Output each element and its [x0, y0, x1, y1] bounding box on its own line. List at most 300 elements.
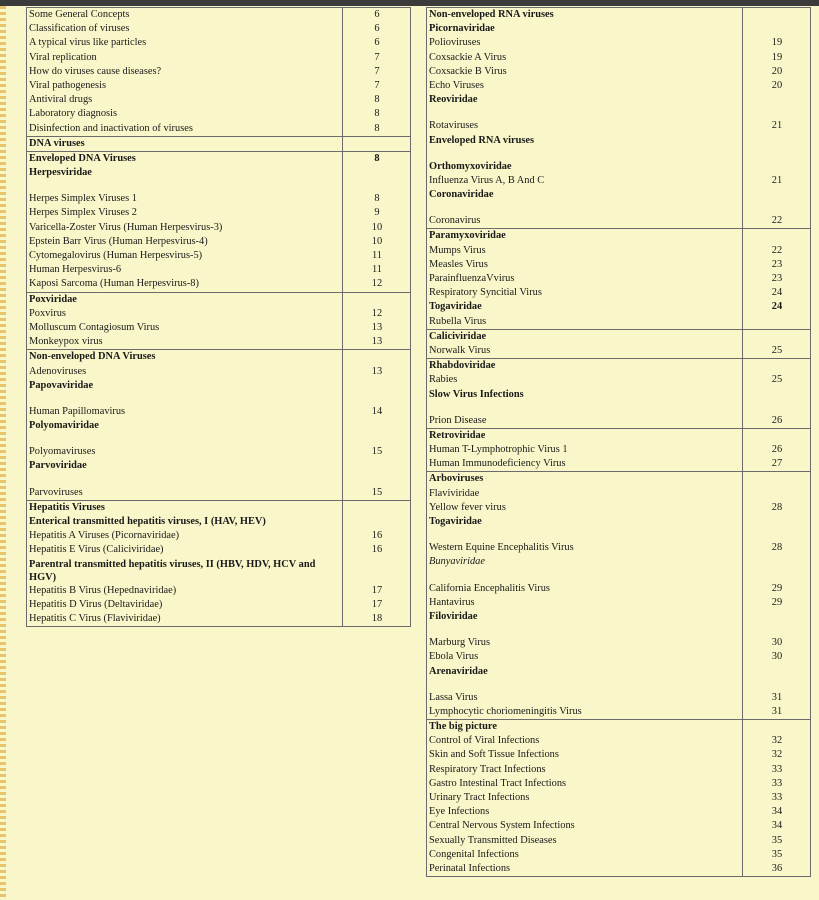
- toc-entry-title: Central Nervous System Infections: [429, 820, 575, 832]
- toc-entry-page: 23: [771, 273, 783, 284]
- toc-entry-title: Herpes Simplex Viruses 1: [29, 193, 137, 205]
- toc-entry-page: 15: [371, 486, 383, 498]
- toc-entry-page: 26: [771, 414, 783, 426]
- row-spacer: [427, 107, 810, 119]
- toc-entry-title: Arenaviridae: [429, 665, 488, 677]
- toc-row: [27, 65, 410, 79]
- toc-entry-page: 25: [771, 344, 783, 356]
- toc-entry-page: [344, 419, 410, 433]
- toc-section: [426, 428, 811, 473]
- toc-row: [427, 229, 810, 243]
- toc-row: [27, 206, 410, 220]
- toc-row: [427, 541, 810, 555]
- toc-section: [426, 7, 811, 229]
- toc-entry-page: 16: [371, 530, 383, 542]
- toc-entry-page: 13: [371, 336, 383, 348]
- toc-row: [427, 848, 810, 862]
- toc-row: [427, 805, 810, 819]
- toc-entry-title: Coxsackie A Virus: [429, 51, 507, 63]
- toc-row: [427, 300, 810, 314]
- toc-row: [427, 244, 810, 258]
- toc-row: [427, 596, 810, 610]
- toc-entry-title: Varicella-Zoster Virus (Human Herpesvirus-3): [29, 221, 223, 233]
- toc-row: [27, 249, 410, 263]
- row-spacer: [427, 679, 810, 691]
- toc-entry-title: ParainfluenzaVvirus: [429, 273, 515, 284]
- toc-entry-page: 35: [771, 848, 783, 860]
- toc-entry-title: Caliciviridae: [429, 330, 487, 342]
- row-spacer: [427, 148, 810, 160]
- toc-entry-page: [344, 293, 410, 307]
- toc-row: [427, 36, 810, 50]
- toc-entry-page: 31: [771, 691, 783, 703]
- toc-entry-title: Reoviridae: [429, 94, 478, 106]
- toc-row: [427, 65, 810, 79]
- toc-row: [427, 443, 810, 457]
- toc-entry-title: Monkeypox virus: [29, 336, 103, 348]
- toc-entry-title: Polioviruses: [429, 37, 481, 49]
- toc-row: [427, 763, 810, 777]
- toc-row: [427, 501, 810, 515]
- toc-section: [26, 151, 411, 293]
- toc-entry-title: Rhabdoviridae: [429, 360, 496, 372]
- toc-entry-page: 13: [371, 321, 383, 333]
- toc-entry-page: [344, 459, 410, 473]
- toc-row: [27, 36, 410, 50]
- toc-entry-page: [744, 429, 810, 443]
- toc-row: [27, 122, 410, 136]
- toc-entry-page: 10: [371, 235, 383, 247]
- toc-entry-title: Non-enveloped RNA viruses: [429, 9, 554, 20]
- toc-entry-page: 30: [771, 637, 783, 649]
- row-spacer: [427, 529, 810, 541]
- toc-entry-page: [744, 610, 810, 624]
- toc-entry-title: Hepatitis B Virus (Hepednaviridae): [29, 584, 177, 596]
- toc-row: [27, 612, 410, 626]
- toc-entry-title: Perinatal Infections: [429, 862, 511, 874]
- toc-entry-title: Parentral transmitted hepatitis viruses, II (HBV, HDV, HCV and HGV): [29, 558, 316, 583]
- toc-row: [427, 636, 810, 650]
- toc-entry-page: 28: [771, 542, 783, 554]
- toc-entry-page: [744, 134, 810, 148]
- toc-entry-title: Hantavirus: [429, 596, 475, 608]
- toc-entry-title: Hepatitis A Viruses (Picornaviridae): [29, 530, 180, 542]
- toc-row: [27, 584, 410, 598]
- toc-entry-title: Retroviridae: [429, 429, 486, 441]
- toc-entry-page: 19: [771, 51, 783, 63]
- toc-entry-page: [744, 22, 810, 36]
- toc-row: [27, 598, 410, 612]
- toc-entry-title: Hepatitis Viruses: [29, 501, 105, 513]
- toc-entry-title: Rotaviruses: [429, 120, 479, 132]
- toc-entry-title: Human Herpesvirus-6: [29, 264, 122, 276]
- row-spacer: [27, 474, 410, 486]
- toc-entry-page: [344, 501, 410, 515]
- toc-entry-page: 33: [771, 763, 783, 775]
- toc-entry-title: Herpesviridae: [29, 167, 92, 179]
- toc-row: [427, 665, 810, 679]
- toc-row: [427, 734, 810, 748]
- toc-entry-title: Disinfection and inactivation of viruses: [29, 122, 193, 134]
- toc-row: [27, 459, 410, 473]
- toc-row: [427, 93, 810, 107]
- toc-row: [427, 650, 810, 664]
- toc-section: [26, 136, 411, 152]
- toc-entry-title: Ebola Virus: [429, 651, 479, 663]
- toc-entry-title: Echo Viruses: [429, 79, 484, 91]
- toc-row: [427, 373, 810, 387]
- toc-row: [27, 419, 410, 433]
- toc-entry-title: Arboviruses: [429, 473, 484, 485]
- toc-row: [427, 160, 810, 174]
- toc-entry-title: Non-enveloped DNA Viruses: [29, 351, 156, 363]
- toc-entry-title: Lymphocytic choriomeningitis Virus: [429, 705, 582, 717]
- toc-entry-page: [744, 388, 810, 402]
- toc-entry-title: Respiratory Tract Infections: [429, 763, 546, 775]
- toc-entry-title: Influenza Virus A, B And C: [429, 174, 545, 186]
- toc-entry-title: Cytomegalovirus (Human Herpesvirus-5): [29, 250, 203, 261]
- toc-entry-page: 12: [371, 307, 383, 319]
- toc-entry-title: Rabies: [429, 374, 458, 386]
- toc-entry-page: [744, 229, 810, 243]
- toc-entry-title: Herpes Simplex Viruses 2: [29, 207, 137, 219]
- toc-entry-title: Sexually Transmitted Diseases: [429, 834, 557, 846]
- toc-entry-title: Rubella Virus: [429, 315, 487, 327]
- toc-entry-page: 8: [374, 152, 380, 164]
- toc-entry-page: 18: [371, 612, 383, 624]
- toc-entry-page: 12: [371, 278, 383, 290]
- toc-row: [27, 192, 410, 206]
- toc-entry-page: 20: [771, 65, 783, 77]
- toc-entry-title: How do viruses cause diseases?: [29, 65, 162, 77]
- toc-entry-page: 7: [374, 51, 380, 63]
- toc-entry-title: Congenital Infections: [429, 848, 519, 860]
- toc-entry-page: 32: [771, 749, 783, 761]
- toc-section: [26, 500, 411, 627]
- toc-row: [27, 486, 410, 500]
- toc-entry-title: Polyomaviruses: [29, 446, 96, 458]
- toc-entry-page: 8: [374, 94, 380, 106]
- toc-entry-title: Hepatitis E Virus (Caliciviridae): [29, 544, 164, 556]
- page-left-edge: [0, 6, 6, 900]
- toc-entry-title: Filoviridae: [429, 610, 478, 622]
- toc-row: [427, 330, 810, 344]
- toc-row: [27, 277, 410, 291]
- toc-row: [427, 777, 810, 791]
- toc-entry-page: 19: [771, 37, 783, 49]
- toc-entry-page: 22: [771, 215, 783, 227]
- toc-row: [427, 315, 810, 329]
- row-spacer: [427, 624, 810, 636]
- toc-row: [27, 263, 410, 277]
- toc-row: [27, 501, 410, 515]
- toc-row: [427, 862, 810, 876]
- toc-row: [27, 321, 410, 335]
- toc-row: [427, 705, 810, 719]
- toc-entry-title: Some General Concepts: [29, 9, 130, 20]
- toc-entry-title: Orthomyxoviridae: [429, 160, 512, 172]
- toc-entry-page: 15: [371, 446, 383, 458]
- toc-right-column: [426, 8, 811, 877]
- toc-entry-title: Slow Virus Infections: [429, 388, 524, 400]
- toc-row: [427, 188, 810, 202]
- toc-entry-page: 21: [771, 174, 783, 186]
- toc-row: [427, 429, 810, 443]
- toc-entry-title: California Encephalitis Virus: [429, 582, 550, 594]
- toc-row: [427, 79, 810, 93]
- toc-entry-page: 26: [771, 444, 783, 456]
- toc-entry-title: Classification of viruses: [29, 23, 130, 35]
- toc-entry-title: Human Papillomavirus: [29, 405, 126, 417]
- toc-row: [427, 414, 810, 428]
- toc-entry-page: 25: [771, 374, 783, 386]
- toc-entry-title: Epstein Barr Virus (Human Herpesvirus-4): [29, 235, 208, 247]
- toc-entry-page: [744, 472, 810, 486]
- toc-row: [427, 119, 810, 133]
- toc-entry-title: Mumps Virus: [429, 244, 486, 256]
- toc-row: [427, 834, 810, 848]
- toc-entry-title: Eye Infections: [429, 806, 490, 818]
- toc-entry-page: 7: [374, 79, 380, 91]
- toc-entry-page: 34: [771, 820, 783, 832]
- toc-entry-page: [744, 160, 810, 174]
- toc-entry-page: 29: [771, 596, 783, 608]
- toc-entry-title: Poxviridae: [29, 293, 77, 305]
- toc-entry-page: [744, 487, 810, 501]
- toc-row: [27, 379, 410, 393]
- toc-row: [427, 344, 810, 358]
- toc-entry-page: [344, 379, 410, 393]
- toc-entry-title: Measles Virus: [429, 258, 488, 270]
- toc-entry-page: [744, 720, 810, 734]
- toc-entry-title: Enveloped DNA Viruses: [29, 152, 136, 164]
- toc-section: [26, 292, 411, 351]
- toc-section: [426, 358, 811, 429]
- toc-entry-title: Yellow fever virus: [429, 501, 506, 513]
- toc-entry-page: 24: [771, 301, 783, 313]
- toc-row: [427, 457, 810, 471]
- toc-entry-page: 33: [771, 792, 783, 803]
- viewer-top-bar: [0, 0, 819, 6]
- toc-entry-title: Parvoviridae: [29, 460, 87, 472]
- toc-row: [27, 445, 410, 459]
- toc-entry-page: [744, 555, 810, 569]
- toc-entry-page: 22: [771, 244, 783, 256]
- row-spacer: [427, 402, 810, 414]
- toc-section: [426, 329, 811, 359]
- toc-entry-title: Coxsackie B Virus: [429, 65, 507, 77]
- toc-entry-title: Prion Disease: [429, 414, 487, 426]
- toc-row: [27, 558, 410, 584]
- toc-entry-page: 8: [374, 108, 380, 120]
- toc-entry-page: 7: [374, 65, 380, 77]
- toc-entry-page: 33: [771, 777, 783, 789]
- toc-entry-page: 10: [371, 221, 383, 233]
- toc-entry-title: DNA viruses: [29, 137, 85, 149]
- toc-row: [427, 388, 810, 402]
- toc-entry-page: [344, 350, 410, 364]
- toc-entry-page: 6: [374, 37, 380, 49]
- toc-row: [427, 819, 810, 833]
- toc-row: [27, 365, 410, 379]
- toc-row: [427, 51, 810, 65]
- toc-entry-page: 24: [771, 287, 783, 299]
- toc-row: [27, 293, 410, 307]
- toc-entry-page: [744, 315, 810, 329]
- toc-entry-page: 8: [374, 193, 380, 205]
- toc-row: [27, 51, 410, 65]
- toc-entry-page: 28: [771, 501, 783, 513]
- toc-row: [427, 8, 810, 22]
- toc-entry-title: Marburg Virus: [429, 637, 491, 649]
- toc-entry-page: 34: [771, 806, 783, 818]
- toc-row: [27, 543, 410, 557]
- toc-row: [427, 286, 810, 300]
- toc-entry-title: Human T-Lymphotrophic Virus 1: [429, 444, 568, 456]
- toc-row: [27, 8, 410, 22]
- toc-entry-title: Laboratory diagnosis: [29, 108, 118, 120]
- toc-entry-title: Human Immunodeficiency Virus: [429, 458, 566, 470]
- toc-section: [426, 719, 811, 877]
- toc-section: [26, 349, 411, 501]
- toc-entry-title: The big picture: [429, 721, 497, 733]
- toc-entry-page: [744, 188, 810, 202]
- toc-entry-title: Enterical transmitted hepatitis viruses, I (HAV, HEV): [29, 516, 266, 527]
- toc-entry-page: 27: [771, 458, 783, 470]
- row-spacer: [27, 180, 410, 192]
- toc-entry-page: 11: [371, 250, 382, 261]
- toc-entry-title: Respiratory Syncitial Virus: [429, 287, 542, 299]
- toc-row: [27, 22, 410, 36]
- toc-entry-page: [744, 8, 810, 22]
- toc-entry-title: Hepatitis D Virus (Deltaviridae): [29, 598, 163, 610]
- toc-entry-title: Viral pathogenesis: [29, 79, 106, 91]
- toc-row: [27, 166, 410, 180]
- toc-row: [427, 258, 810, 272]
- toc-section: [426, 228, 811, 329]
- toc-row: [27, 79, 410, 93]
- toc-entry-page: 20: [771, 79, 783, 91]
- toc-entry-page: 30: [771, 651, 783, 663]
- toc-row: [27, 221, 410, 235]
- row-spacer: [427, 570, 810, 582]
- toc-row: [27, 307, 410, 321]
- toc-entry-page: [744, 665, 810, 679]
- toc-entry-title: Western Equine Encephalitis Virus: [429, 542, 574, 554]
- toc-entry-title: Flaviviridae: [429, 487, 480, 499]
- toc-entry-page: [344, 558, 410, 584]
- toc-entry-page: 23: [771, 258, 783, 270]
- toc-entry-title: Paramyxoviridae: [429, 230, 506, 242]
- row-spacer: [427, 202, 810, 214]
- toc-entry-title: Papovaviridae: [29, 379, 94, 391]
- toc-entry-page: [744, 359, 810, 373]
- toc-row: [427, 610, 810, 624]
- toc-row: [427, 174, 810, 188]
- toc-entry-title: Togaviridae: [429, 516, 482, 527]
- toc-entry-page: [344, 515, 410, 529]
- toc-entry-title: Control of Viral Infections: [429, 735, 540, 747]
- toc-row: [427, 748, 810, 762]
- toc-entry-page: [744, 330, 810, 344]
- toc-entry-page: [344, 137, 410, 151]
- toc-entry-title: Togaviridae: [429, 301, 482, 313]
- toc-row: [27, 335, 410, 349]
- toc-entry-title: A typical virus like particles: [29, 37, 147, 49]
- toc-row: [27, 107, 410, 121]
- toc-entry-page: 29: [771, 582, 783, 594]
- toc-section: [26, 7, 411, 137]
- toc-entry-page: 16: [371, 544, 383, 556]
- toc-row: [427, 515, 810, 529]
- toc-entry-page: [744, 515, 810, 529]
- toc-row: [27, 235, 410, 249]
- toc-entry-title: Poxvirus: [29, 307, 66, 319]
- toc-entry-page: 11: [371, 264, 382, 276]
- toc-row: [427, 134, 810, 148]
- toc-section: [426, 471, 811, 720]
- toc-row: [427, 487, 810, 501]
- toc-row: [427, 720, 810, 734]
- toc-row: [27, 350, 410, 364]
- toc-entry-page: 32: [771, 735, 783, 747]
- toc-entry-title: Antiviral drugs: [29, 94, 93, 106]
- toc-entry-title: Bunyaviridae: [429, 556, 485, 568]
- toc-row: [27, 137, 410, 151]
- toc-entry-title: Urinary Tract Infections: [429, 792, 530, 803]
- toc-row: [27, 405, 410, 419]
- toc-row: [427, 214, 810, 228]
- toc-row: [427, 555, 810, 569]
- toc-row: [427, 22, 810, 36]
- toc-row: [427, 791, 810, 805]
- toc-entry-title: Picornaviridae: [429, 23, 495, 35]
- toc-entry-title: Hepatitis C Virus (Flaviviridae): [29, 612, 161, 624]
- row-spacer: [27, 393, 410, 405]
- toc-entry-title: Norwalk Virus: [429, 344, 491, 356]
- toc-left-column: [26, 8, 411, 627]
- toc-entry-page: [744, 93, 810, 107]
- toc-entry-page: 6: [374, 23, 380, 35]
- toc-entry-page: 14: [371, 405, 383, 417]
- toc-entry-page: 17: [371, 584, 383, 596]
- toc-row: [427, 582, 810, 596]
- toc-entry-title: Molluscum Contagiosum Virus: [29, 321, 160, 333]
- toc-row: [27, 152, 410, 166]
- toc-entry-title: Skin and Soft Tissue Infections: [429, 749, 559, 761]
- toc-entry-page: 9: [374, 207, 380, 219]
- toc-entry-title: Viral replication: [29, 51, 97, 63]
- toc-row: [27, 529, 410, 543]
- toc-entry-page: 8: [374, 122, 380, 134]
- row-spacer: [27, 433, 410, 445]
- toc-entry-page: 17: [371, 598, 383, 610]
- toc-entry-page: [344, 166, 410, 180]
- toc-row: [27, 93, 410, 107]
- toc-entry-title: Adenoviruses: [29, 365, 87, 377]
- toc-entry-page: 36: [771, 862, 783, 874]
- toc-row: [27, 515, 410, 529]
- toc-entry-title: Coronaviridae: [429, 189, 494, 201]
- toc-row: [427, 272, 810, 286]
- toc-row: [427, 691, 810, 705]
- toc-entry-title: Lassa Virus: [429, 691, 478, 703]
- toc-row: [427, 359, 810, 373]
- toc-entry-title: Kaposi Sarcoma (Human Herpesvirus-8): [29, 278, 199, 290]
- toc-entry-title: Coronavirus: [429, 215, 481, 227]
- toc-entry-page: 31: [771, 705, 783, 717]
- toc-entry-page: 35: [771, 834, 783, 846]
